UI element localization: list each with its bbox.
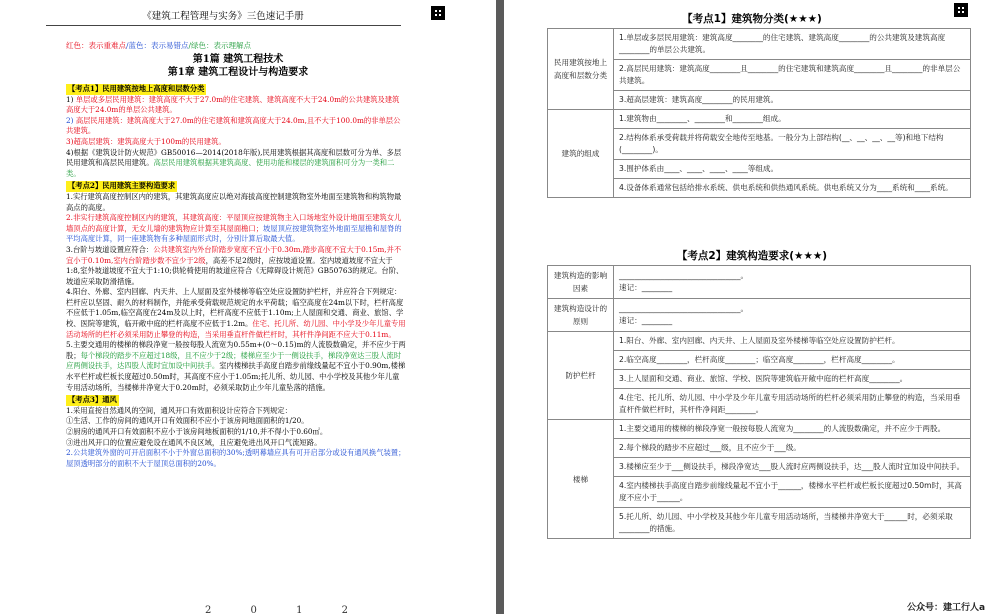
paragraph: 1.采用直接自然通风的空间，通风开口有效面积设计应符合下列规定： [66,405,292,415]
right-page [504,0,1000,614]
part-title: 第1篇 建筑工程技术 [192,54,284,65]
paragraph: ①生活、工作的房间的通风开口有效面积不应小于该房间地面面积的1/20。 [66,416,309,426]
section1-title: 【考点1】建筑物分类(★★★) [682,13,822,25]
legend-blue: /蓝色：表示易错点 [126,41,189,50]
table-cell: 3.楼梯应至少于___侧设扶手，梯段净宽达___股人流时应两侧设扶手，达___股人流时宜加设中间扶手。 [614,458,971,477]
table-cell: 2.结构体系承受荷载并将荷载安全地传至地基。一般分为上部结构(__、__、__、__等)和地下结构(________)。 [614,129,971,160]
table-construction [547,265,971,539]
table-cell: 4.设备体系通常包括给排水系统、供电系统和供热通风系统。供电系统又分为____系统和____系统。 [614,179,971,198]
paragraph: 2.公共建筑外窗的可开启面积不小于外窗总面积的30%;透明幕墙应具有可开启部分或设有通风换气装置；屋顶透明部分的面积不大于屋顶总面积的20%。 [66,448,406,468]
table-cell: 3.围护体系由____、____、____、____等组成。 [614,160,971,179]
row-header: 防护栏杆 [548,332,614,420]
section-heading: 【考点3】通风 [68,395,117,405]
table-cell: 1.单层或多层民用建筑：建筑高度________的住宅建筑、建筑高度________的公共建筑及建筑高度________的单层公共建筑。 [614,29,971,60]
qr-code-icon [431,6,445,20]
chapter-title: 第1章 建筑工程设计与构造要求 [167,67,309,78]
row-header: 建筑构造的影响因素 [548,266,614,299]
section2-title: 【考点2】建筑构造要求(★★★) [676,250,828,262]
paragraph: 3.台阶与坡道设置应符合：公共建筑室内外台阶踏步宽度不宜小于0.30m,踏步高度不宜大于0.15m,并不宜小于0.10m,室内台阶踏步数不宜少于2级，高差不足2级时，应按坡道设置。室内坡道坡度不宜大于1:8,室外坡道坡度不宜大于1:10;供轮椅使用的坡道应符合《无障碍设计规范》GB50763的规定。台阶、坡道应采取防滑措施。 [66,244,404,286]
paragraph: 2.非实行建筑高度控制区内的建筑，其建筑高度：平屋顶应按建筑物主入口场地室外设计地面至建筑女儿墙顶点的高度计算，无女儿墙的建筑物应计算至其屋面檐口；坡屋顶应按建筑物室外地面至屋檐和屋脊的平均高度计算，同一座建筑物有多种屋面形式时，分别计算后取最大值。 [66,213,402,244]
row-header: 楼梯 [548,420,614,539]
paragraph: 2) 高层民用建筑：建筑高度大于27.0m的住宅建筑和建筑高度大于24.0m,且不大于100.0m的非单层公共建筑。 [66,115,401,136]
table-cell: 3.上人屋面和交通、商业、旅馆、学校、医院等建筑临开敞中庭的栏杆高度________。 [614,370,971,389]
page-gutter [496,0,504,614]
section-heading: 【考点2】民用建筑主要构造要求 [68,181,176,191]
paragraph: 1.实行建筑高度控制区内的建筑，其建筑高度应以绝对海拔高度控制建筑物室外地面至建筑物和构筑物最高点的高度。 [66,191,402,212]
table-cell: 2.每个梯段的踏步不应超过___级，且不应少于___级。 [614,439,971,458]
table-cell: 4.室内楼梯扶手高度自踏步前缘线量起不宜小于______，楼梯水平栏杆或栏板长度超过0.50m时，其高度不应小于______。 [614,477,971,508]
paragraph: 5.主要交通用的楼梯的梯段净宽一般按每股人流宽为0.55m+(0～0.15)m的人流股数确定，并不应少于两股；每个梯段的踏步不应超过18级，且不应少于2级；楼梯应至少于一侧设扶手，梯段净宽达三股人流时应两侧设扶手，达四股人流时宜加设中间扶手。室内楼梯扶手高度自踏步前缘线量起不宜小于0.90m,楼梯水平栏杆或栏板长度超过0.50m时，其高度不应小于1.05m;托儿所、幼儿园、中小学校及其他少年儿童专用活动场所，当楼梯井净宽大于0.20m时，必须采取防止少年儿童坠落的措施。 [66,340,406,392]
legend-green: /绿色：表示理解点 [188,41,252,50]
table-cell: ________________________________。 速记：________ [614,266,971,299]
table-cell: 5.托儿所、幼儿园、中小学校及其他少年儿童专用活动场所，当楼梯井净宽大于______时，必须采取________的措施。 [614,508,971,539]
table-classification [547,28,971,198]
table-cell: 1.建筑物由________、________和________组成。 [614,110,971,129]
paragraph: 4.阳台、外廊、室内回廊、内天井、上人屋面及室外楼梯等临空处应设置防护栏杆，并应符合下列规定：栏杆应以坚固、耐久的材料制作，并能承受荷载规范规定的水平荷载；临空高度在24m以下时，栏杆高度不应低于1.05m,临空高度在24m及以上时，栏杆高度不应低于1.10m;上人屋面和交通、商业、旅馆、学校、医院等建筑，临开敞中庭的栏杆高度不应低于1.2m。住宅、托儿所、幼儿园、中小学及少年儿童专用活动场所的栏杆必须采用防止攀登的构造，当采用垂直杆件做栏杆时，其杆件净间距不应大于0.11m。 [66,287,406,339]
section-heading: 【考点1】民用建筑按地上高度和层数分类 [68,84,205,93]
table-cell: 2.临空高度________，栏杆高度________；临空高度________，栏杆高度________。 [614,351,971,370]
table-cell: ________________________________。 速记：________ [614,299,971,332]
table-cell: 4.住宅、托儿所、幼儿园、中小学及少年儿童专用活动场所的栏杆必须采用防止攀登的构造，当采用垂直杆件做栏杆时，其杆件净间距________。 [614,389,971,420]
left-page [0,0,496,614]
table-cell: 2.高层民用建筑：建筑高度________且________的住宅建筑和建筑高度________且________的非单层公共建筑。 [614,60,971,91]
header-divider [46,25,401,26]
paragraph: 3)超高层建筑：建筑高度大于100m的民用建筑。 [66,136,226,146]
page-footer: 2 0 1 2 [205,605,366,614]
table-cell: 1.主要交通用的楼梯的梯段净宽一般按每股人流宽为________的人流股数确定，并不应少于两股。 [614,420,971,439]
left-body [66,84,406,469]
paragraph: 1) 单层或多层民用建筑：建筑高度不大于27.0m的住宅建筑、建筑高度不大于24.0m的公共建筑及建筑高度大于24.0m的单层公共建筑。 [66,94,400,115]
paragraph: ③进出风开口的位置应避免设在通风不良区域，且应避免进出风开口气流短路。 [66,437,322,447]
row-header: 建筑的组成 [548,110,614,198]
book-header: 《建筑工程管理与实务》三色速记手册 [142,11,304,22]
watermark-text: 公众号：建工行人a [904,600,988,613]
row-header: 民用建筑按地上高度和层数分类 [548,29,614,110]
paragraph: 4)根据《建筑设计防火规范》GB50016—2014(2018年版),民用建筑根据其高度和层数可分为单、多层民用建筑和高层民用建筑。高层民用建筑根据其建筑高度、使用功能和楼层的建筑面积可分为一类和二类。 [66,147,402,178]
table-cell: 3.超高层建筑：建筑高度________的民用建筑。 [614,91,971,110]
row-header: 建筑构造设计的原则 [548,299,614,332]
paragraph: ②厨房的通风开口有效面积不应小于该房间地板面积的1/10,并不得小于0.60㎡。 [66,427,328,436]
table-cell: 1.阳台、外廊、室内回廊、内天井、上人屋面及室外楼梯等临空处应设置防护栏杆。 [614,332,971,351]
legend-red: 红色：表示重难点 [66,41,126,50]
